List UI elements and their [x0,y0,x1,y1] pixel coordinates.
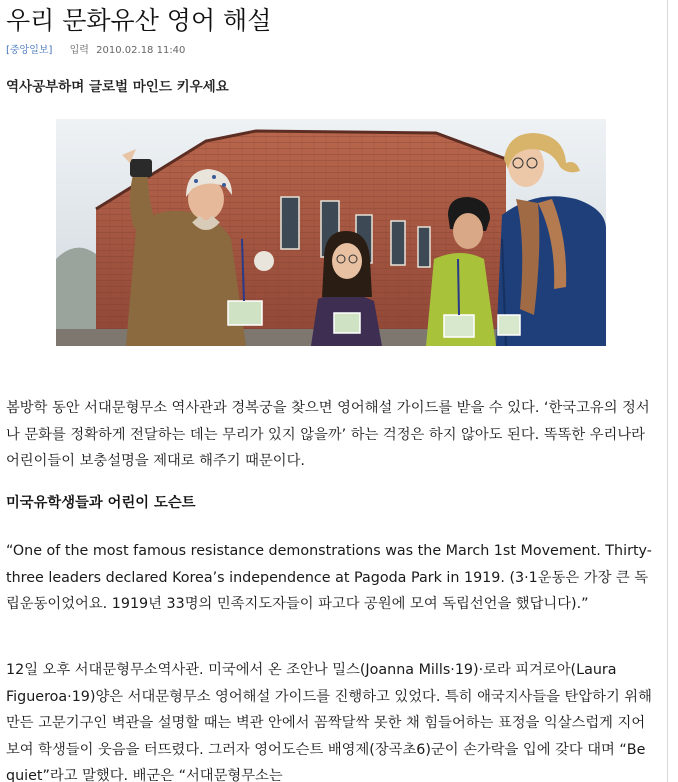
article-paragraph: 12일 오후 서대문형무소역사관. 미국에서 온 조안나 밀스(Joanna Mills·19)·로라 피겨로아(Laura Figueroa·19)양은 서대문형무소 영어해설 가이드를 진행하고 있었다. 특히 애국지사들을 탄압하기 위해 만든 고문기구인 벽관을 설명할 때는 벽관 안에서 꼼짝달싹 못한 채 힘들어하는 표정을 익살스럽게 지어 보여 학생들이 웃음을 터뜨렸다. 그러자 영어도슨트 배영제(장곡초6)군이 손가락을 입에 갖다 대며 “Be quiet”라고 말했다. 배군은 “서대문형무소는 [6,662,652,782]
date-label: 입력 [69,45,89,56]
scrollbar-track[interactable] [667,0,678,782]
article-photo [56,119,606,346]
source-link[interactable]: [중앙일보] [6,45,53,56]
article-paragraph: 봄방학 동안 서대문형무소 역사관과 경복궁을 찾으면 영어해설 가이드를 받을 수 있다. ‘한국고유의 정서나 문화를 정확하게 전달하는 데는 무리가 있지 않을까’ 하는 걱정은 하지 않아도 된다. 똑똑한 우리나라 어린이들이 보충설명을 제대로 해주기 때문이다. [6,400,650,469]
article-subheading: 미국유학생들과 어린이 도슨트 [6,495,196,511]
article-title: 우리 문화유산 영어 해설 [6,6,272,35]
article-meta [6,44,185,58]
article-paragraph: “One of the most famous resistance demonstrations was the March 1st Movement. Thirty-three leaders declared Korea’s independence at Pagoda Park in 1919. (3·1운동은 가장 큰 독립운동이었어요. 1919년 33명의 민족지도자들이 파고다 공원에 모여 독립선언을 했답니다).” [6,543,652,612]
publish-date: 2010.02.18 11:40 [96,45,186,56]
article-lead: 역사공부하며 글로벌 마인드 키우세요 [6,79,229,95]
